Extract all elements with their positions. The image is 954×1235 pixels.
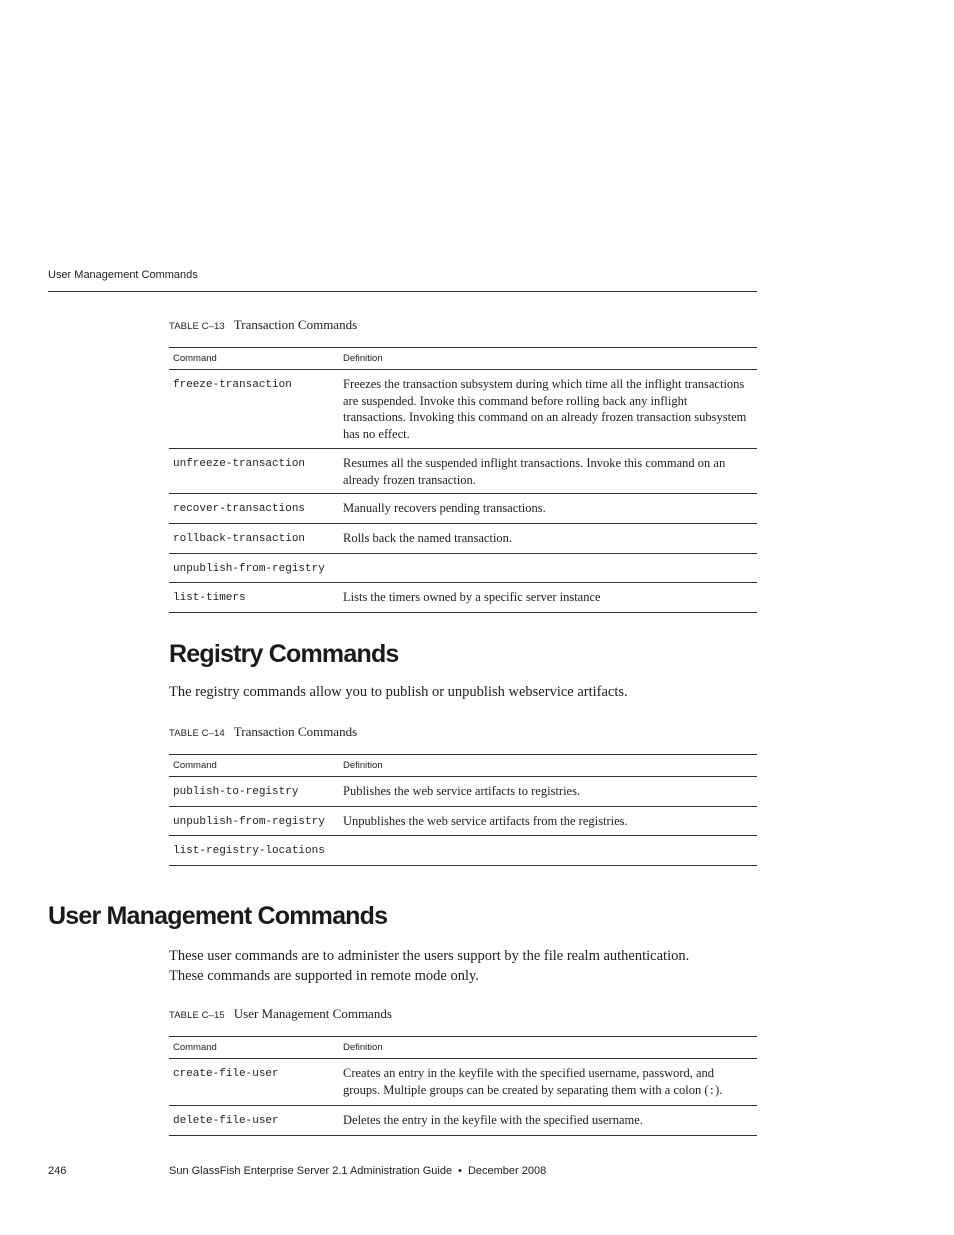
- table-row: [169, 494, 757, 524]
- table-row: [169, 370, 757, 449]
- column-header-command: Command: [169, 1037, 339, 1059]
- inline-code: :: [708, 1085, 716, 1098]
- table-row: [169, 583, 757, 613]
- table-14-label: TABLE C–14: [169, 728, 225, 739]
- table-14-title: Transaction Commands: [233, 724, 358, 739]
- definition-cell: Rolls back the named transaction.: [339, 523, 757, 553]
- definition-cell: Unpublishes the web service artifacts from the registries.: [339, 806, 757, 836]
- definition-cell: Publishes the web service artifacts to registries.: [339, 777, 757, 807]
- table-14-caption: [169, 724, 357, 740]
- doc-date: December 2008: [467, 1165, 547, 1177]
- user-intro: [169, 947, 689, 986]
- table-header-row: [169, 755, 757, 777]
- user-intro-line-2: These commands are supported in remote mode only.: [169, 967, 479, 984]
- command-cell: unpublish-from-registry: [169, 806, 339, 836]
- table-row: [169, 1059, 757, 1106]
- command-cell: publish-to-registry: [169, 777, 339, 807]
- definition-cell: Lists the timers owned by a specific server instance: [339, 583, 757, 613]
- definition-cell: Freezes the transaction subsystem during which time all the inflight transactions are suspended. Invoke this command before rolling back any inflight transactions. Invoking this command on an already frozen transaction subsystem has no effect.: [339, 370, 757, 449]
- column-header-definition: Definition: [339, 348, 757, 370]
- command-cell: unpublish-from-registry: [169, 553, 339, 583]
- table-13-label: TABLE C–13: [169, 321, 225, 332]
- table-row: [169, 553, 757, 583]
- user-intro-line-1: These user commands are to administer the users support by the file realm authentication.: [169, 948, 690, 964]
- footer-line: [169, 1165, 546, 1177]
- table-15-caption: [169, 1006, 392, 1022]
- column-header-definition: Definition: [339, 755, 757, 777]
- registry-commands-heading: Registry Commands: [169, 640, 399, 668]
- table-13-caption: [169, 317, 357, 333]
- running-head: User Management Commands: [48, 269, 198, 281]
- doc-title: Sun GlassFish Enterprise Server 2.1 Administration Guide: [169, 1165, 453, 1177]
- command-cell: delete-file-user: [169, 1106, 339, 1136]
- command-cell: create-file-user: [169, 1059, 339, 1106]
- table-row: [169, 448, 757, 493]
- footer-bullet: •: [458, 1165, 462, 1177]
- page-number: 246: [48, 1165, 67, 1177]
- command-cell: freeze-transaction: [169, 370, 339, 449]
- column-header-definition: Definition: [339, 1037, 757, 1059]
- table-14: [169, 754, 757, 866]
- table-header-row: [169, 1037, 757, 1059]
- column-header-command: Command: [169, 348, 339, 370]
- definition-cell: Resumes all the suspended inflight transactions. Invoke this command on an already frozen transaction.: [339, 448, 757, 493]
- command-cell: list-registry-locations: [169, 836, 339, 866]
- command-cell: rollback-transaction: [169, 523, 339, 553]
- table-row: [169, 806, 757, 836]
- column-header-command: Command: [169, 755, 339, 777]
- definition-cell: Manually recovers pending transactions.: [339, 494, 757, 524]
- definition-cell: [339, 836, 757, 866]
- table-15-label: TABLE C–15: [169, 1010, 225, 1021]
- command-cell: unfreeze-transaction: [169, 448, 339, 493]
- definition-cell: [339, 1059, 757, 1106]
- definition-cell: Deletes the entry in the keyfile with the specified username.: [339, 1106, 757, 1136]
- table-13-title: Transaction Commands: [233, 317, 358, 332]
- command-cell: list-timers: [169, 583, 339, 613]
- registry-intro: The registry commands allow you to publish or unpublish webservice artifacts.: [169, 684, 628, 700]
- definition-text-end: ).: [715, 1082, 723, 1097]
- definition-cell: [339, 553, 757, 583]
- definition-text: Creates an entry in the keyfile with the specified username, password, and groups. Multiple groups can be created by separating them with a colon (: [343, 1066, 715, 1097]
- table-row: [169, 777, 757, 807]
- command-cell: recover-transactions: [169, 494, 339, 524]
- table-row: [169, 836, 757, 866]
- table-15-title: User Management Commands: [233, 1006, 392, 1021]
- user-management-heading: User Management Commands: [48, 902, 388, 930]
- table-row: [169, 1106, 757, 1136]
- table-15: [169, 1036, 757, 1136]
- table-13: [169, 347, 757, 613]
- header-rule: [48, 291, 757, 292]
- table-row: [169, 523, 757, 553]
- table-header-row: [169, 348, 757, 370]
